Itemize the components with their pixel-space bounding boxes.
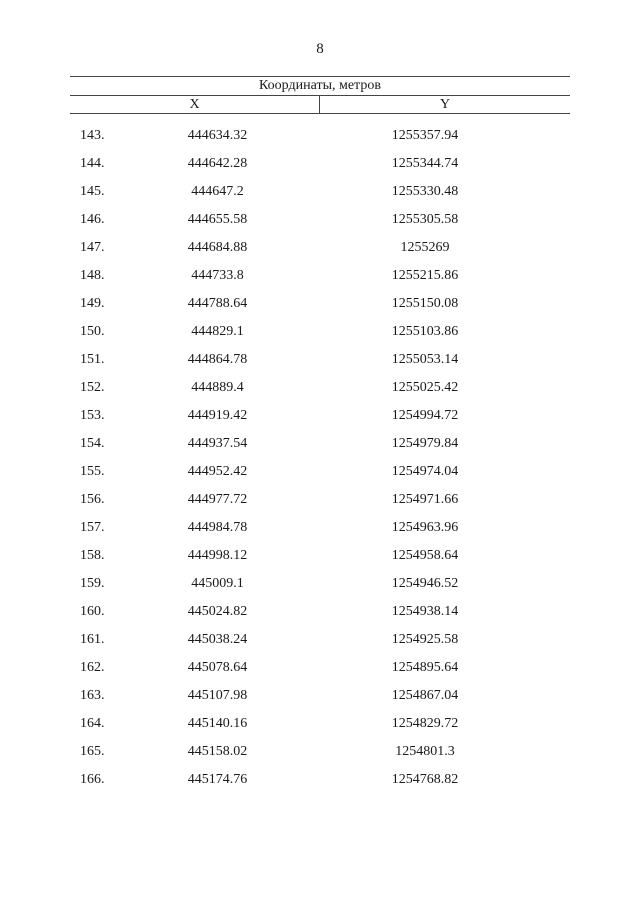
table-row xyxy=(70,178,570,206)
x-coordinate: 444998.12 xyxy=(187,548,248,563)
table-row xyxy=(70,570,570,598)
x-coordinate: 445078.64 xyxy=(187,660,248,675)
x-coordinate: 444952.42 xyxy=(187,464,248,479)
table-row xyxy=(70,290,570,318)
row-number: 164. xyxy=(80,716,105,731)
y-coordinate: 1254768.82 xyxy=(391,772,459,787)
table-row xyxy=(70,654,570,682)
y-coordinate: 1255150.08 xyxy=(391,296,459,311)
table-row xyxy=(70,150,570,178)
row-number: 152. xyxy=(80,380,105,395)
y-coordinate: 1254946.52 xyxy=(391,576,459,591)
table-row xyxy=(70,430,570,458)
x-coordinate: 444829.1 xyxy=(191,324,244,339)
y-coordinate: 1254829.72 xyxy=(391,716,459,731)
row-number: 150. xyxy=(80,324,105,339)
table-row xyxy=(70,710,570,738)
y-coordinate: 1255025.42 xyxy=(391,380,459,395)
y-coordinate: 1255103.86 xyxy=(391,324,459,339)
table-row xyxy=(70,346,570,374)
column-header-y: Y xyxy=(439,97,451,112)
y-coordinate: 1254801.3 xyxy=(395,744,455,759)
y-coordinate: 1254994.72 xyxy=(391,408,459,423)
y-coordinate: 1255330.48 xyxy=(391,184,459,199)
y-coordinate: 1254958.64 xyxy=(391,548,459,563)
y-coordinate: 1254867.04 xyxy=(391,688,459,703)
row-number: 157. xyxy=(80,520,105,535)
x-coordinate: 444788.64 xyxy=(187,296,248,311)
y-coordinate: 1254979.84 xyxy=(391,436,459,451)
y-coordinate: 1255357.94 xyxy=(391,128,459,143)
y-coordinate: 1254895.64 xyxy=(391,660,459,675)
table-row xyxy=(70,682,570,710)
x-coordinate: 445009.1 xyxy=(191,576,244,591)
table-row xyxy=(70,374,570,402)
x-coordinate: 444937.54 xyxy=(187,436,248,451)
x-coordinate: 444655.58 xyxy=(187,212,248,227)
table-row xyxy=(70,514,570,542)
row-number: 156. xyxy=(80,492,105,507)
table-row xyxy=(70,262,570,290)
x-coordinate: 444684.88 xyxy=(187,240,248,255)
x-coordinate: 444984.78 xyxy=(187,520,248,535)
row-number: 145. xyxy=(80,184,105,199)
x-coordinate: 445024.82 xyxy=(187,604,248,619)
x-coordinate: 445107.98 xyxy=(187,688,248,703)
row-number: 153. xyxy=(80,408,105,423)
x-coordinate: 444864.78 xyxy=(187,352,248,367)
y-coordinate: 1255305.58 xyxy=(391,212,459,227)
row-number: 151. xyxy=(80,352,105,367)
y-coordinate: 1255269 xyxy=(400,240,450,255)
row-number: 154. xyxy=(80,436,105,451)
row-number: 160. xyxy=(80,604,105,619)
y-coordinate: 1254974.04 xyxy=(391,464,459,479)
table-row xyxy=(70,318,570,346)
y-coordinate: 1254925.58 xyxy=(391,632,459,647)
y-coordinate: 1254971.66 xyxy=(391,492,459,507)
table-body xyxy=(70,122,570,794)
table-row xyxy=(70,206,570,234)
row-number: 165. xyxy=(80,744,105,759)
row-number: 146. xyxy=(80,212,105,227)
table-row xyxy=(70,458,570,486)
table-row xyxy=(70,738,570,766)
table-subheader xyxy=(70,96,570,114)
table-row xyxy=(70,626,570,654)
x-coordinate: 445158.02 xyxy=(187,744,248,759)
table-header-title: Координаты, метров xyxy=(70,76,570,96)
x-coordinate: 445174.76 xyxy=(187,772,248,787)
row-number: 155. xyxy=(80,464,105,479)
row-number: 158. xyxy=(80,548,105,563)
x-coordinate: 445140.16 xyxy=(187,716,248,731)
row-number: 162. xyxy=(80,660,105,675)
table-row xyxy=(70,766,570,794)
y-coordinate: 1255215.86 xyxy=(391,268,459,283)
row-number: 147. xyxy=(80,240,105,255)
table-row xyxy=(70,486,570,514)
x-coordinate: 444889.4 xyxy=(191,380,244,395)
x-coordinate: 444977.72 xyxy=(187,492,248,507)
y-coordinate: 1254938.14 xyxy=(391,604,459,619)
y-coordinate: 1254963.96 xyxy=(391,520,459,535)
x-coordinate: 444634.32 xyxy=(187,128,248,143)
page-number: 8 xyxy=(316,41,324,57)
row-number: 166. xyxy=(80,772,105,787)
x-coordinate: 444919.42 xyxy=(187,408,248,423)
table-row xyxy=(70,542,570,570)
row-number: 148. xyxy=(80,268,105,283)
table-row xyxy=(70,598,570,626)
row-number: 149. xyxy=(80,296,105,311)
x-coordinate: 444642.28 xyxy=(187,156,248,171)
row-number: 161. xyxy=(80,632,105,647)
table-row xyxy=(70,234,570,262)
column-header-x: X xyxy=(70,96,320,113)
row-number: 144. xyxy=(80,156,105,171)
y-coordinate: 1255344.74 xyxy=(391,156,459,171)
y-coordinate: 1255053.14 xyxy=(391,352,459,367)
coordinates-table xyxy=(70,76,570,794)
row-number: 163. xyxy=(80,688,105,703)
x-coordinate: 444733.8 xyxy=(191,268,244,283)
row-number: 143. xyxy=(80,128,105,143)
table-row xyxy=(70,402,570,430)
table-row xyxy=(70,122,570,150)
x-coordinate: 444647.2 xyxy=(191,184,244,199)
row-number: 159. xyxy=(80,576,105,591)
x-coordinate: 445038.24 xyxy=(187,632,248,647)
